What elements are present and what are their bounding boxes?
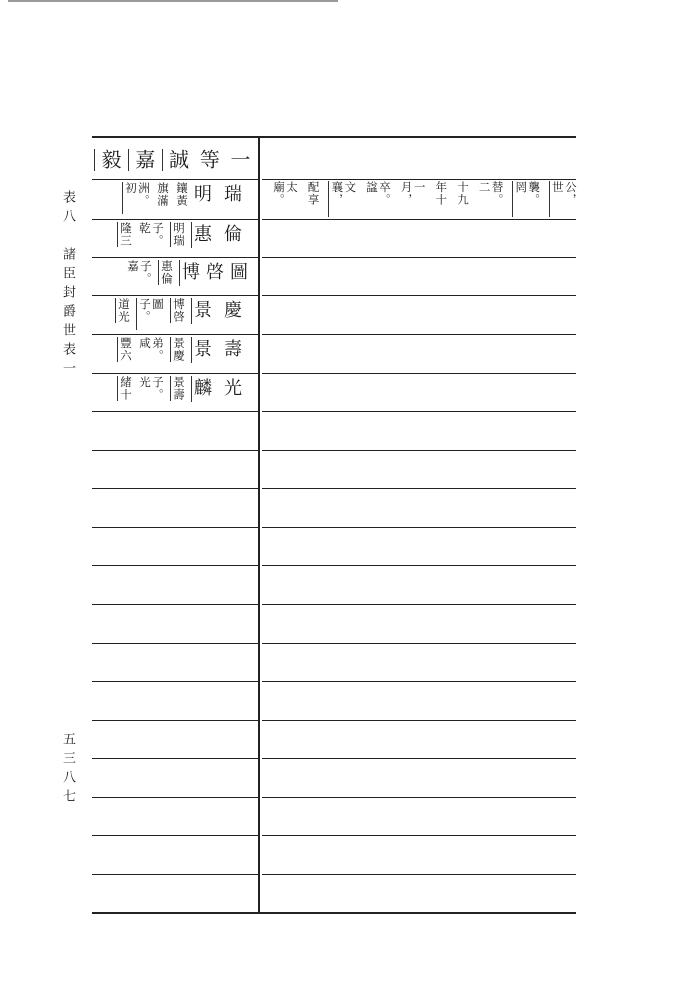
person-note: 博啓 <box>172 298 186 323</box>
row-line-left <box>92 874 258 875</box>
row-line-left <box>92 334 258 335</box>
row-line-right <box>262 643 576 644</box>
person-name: 麟光 <box>191 376 254 402</box>
row-line-left <box>92 373 258 374</box>
header-char: 毅 <box>94 149 123 171</box>
person-note: 弟。咸 <box>138 337 165 362</box>
biography-line: 襲。罔 <box>512 181 540 217</box>
table-top-border <box>92 136 576 138</box>
row-line-left <box>92 488 258 489</box>
row-line-left <box>92 797 258 798</box>
person-note: 道光 <box>117 298 131 323</box>
person-name: 明瑞 <box>194 184 254 205</box>
biography-line: 文襄， <box>328 181 356 217</box>
row-line-right <box>262 334 576 335</box>
row-line-right <box>262 373 576 374</box>
header-char: 嘉 <box>128 149 157 171</box>
person-note: 子。光 <box>138 376 165 401</box>
biography-line: 年十 <box>434 181 449 206</box>
row-line-right <box>262 450 576 451</box>
table-bottom-border <box>92 912 576 914</box>
biography-line: 公，世 <box>549 181 577 217</box>
person-note: 圖子。 <box>136 298 164 330</box>
page-title: 表八 諸臣封爵世表一 <box>60 190 75 380</box>
row-line-right <box>262 835 576 836</box>
row-line-right <box>262 797 576 798</box>
biography-line: 一月， <box>399 181 427 206</box>
person-name: 惠倫 <box>191 222 254 248</box>
header-char: 一 <box>227 149 251 171</box>
row-line-left <box>92 681 258 682</box>
table-row <box>94 222 254 254</box>
person-note: 景慶 <box>172 337 186 362</box>
row-line-left <box>92 219 258 220</box>
scan-top-edge <box>8 0 338 2</box>
person-note: 豐六 <box>119 337 133 362</box>
person-note: 隆三 <box>119 222 133 247</box>
table-divider <box>258 136 260 912</box>
header-char: 等 <box>196 149 221 171</box>
biography-line: 配享 <box>306 181 321 206</box>
person-note: 景壽 <box>172 376 186 401</box>
row-line-left <box>92 758 258 759</box>
person-note: 洲。初 <box>122 182 150 214</box>
row-line-left <box>92 565 258 566</box>
biography-text <box>272 181 577 217</box>
biography-line: 卒。諡 <box>364 181 392 206</box>
table-row <box>94 298 254 330</box>
row-line-right <box>262 179 576 180</box>
row-line-right <box>262 758 576 759</box>
person-note: 惠倫 <box>160 260 174 285</box>
row-line-left <box>92 411 258 412</box>
header-char: 誠 <box>162 149 191 171</box>
row-line-right <box>262 604 576 605</box>
row-line-right <box>262 681 576 682</box>
person-name: 景壽 <box>191 337 254 363</box>
row-line-right <box>262 527 576 528</box>
row-line-right <box>262 257 576 258</box>
row-line-left <box>92 643 258 644</box>
table-row <box>94 337 254 369</box>
person-note: 緒十 <box>119 376 133 401</box>
row-line-right <box>262 295 576 296</box>
row-line-left <box>92 257 258 258</box>
row-line-left <box>92 835 258 836</box>
row-line-left <box>92 604 258 605</box>
page-number: 五三八七 <box>60 732 75 808</box>
row-line-right <box>262 411 576 412</box>
row-line-left <box>92 450 258 451</box>
row-line-right <box>262 219 576 220</box>
row-line-left <box>92 720 258 721</box>
person-note: 旗滿 <box>156 182 170 207</box>
row-line-left <box>92 527 258 528</box>
person-note: 明瑞 <box>172 222 186 247</box>
row-line-right <box>262 488 576 489</box>
row-line-right <box>262 874 576 875</box>
row-line-left <box>92 295 258 296</box>
person-note: 鑲黃 <box>175 182 189 207</box>
person-name: 景慶 <box>191 298 254 324</box>
biography-line: 太廟。 <box>272 181 299 206</box>
person-note: 子。乾 <box>138 222 165 247</box>
row-line-right <box>262 720 576 721</box>
table-row <box>94 182 254 214</box>
row-line-right <box>262 565 576 566</box>
person-name: 博啓圖 <box>179 260 254 286</box>
header-title-cell <box>94 140 252 180</box>
table-row <box>94 376 254 408</box>
biography-line: 替。二 <box>477 181 505 206</box>
biography-line: 十九 <box>455 181 470 206</box>
person-note: 子。嘉 <box>126 260 153 285</box>
table-row <box>94 260 254 292</box>
